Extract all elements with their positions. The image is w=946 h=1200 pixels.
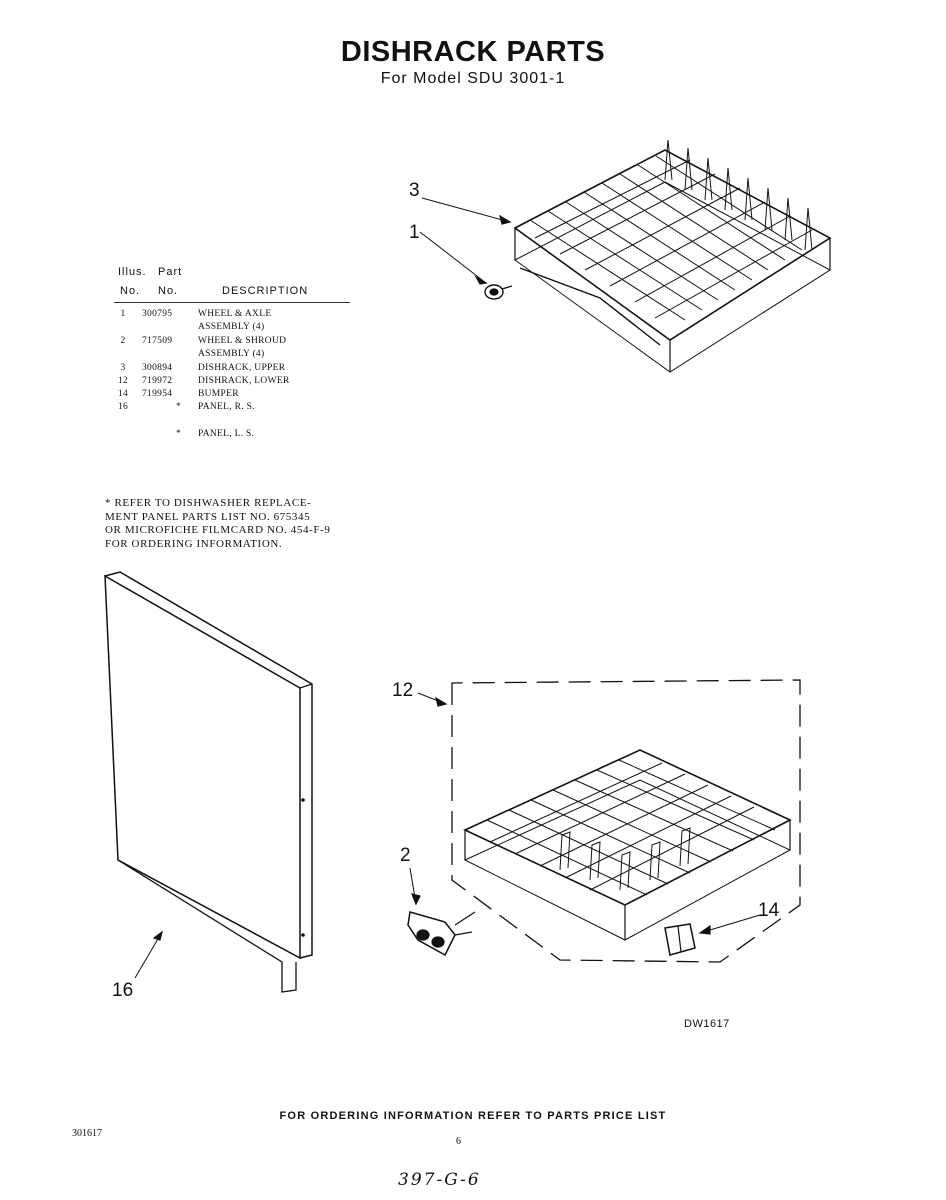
part-description: PANEL, L. S. — [198, 429, 255, 439]
header-illus-no: No. — [120, 285, 141, 297]
header-part-top: Part — [158, 266, 183, 278]
illus-no: 14 — [117, 389, 129, 399]
part-no: 717509 — [142, 336, 173, 346]
illus-no: 1 — [120, 309, 126, 319]
illus-no: 12 — [117, 376, 129, 386]
callout-3: 3 — [409, 180, 420, 201]
part-description: WHEEL & AXLE ASSEMBLY (4) — [198, 309, 272, 332]
document-number: 301617 — [72, 1128, 102, 1139]
side-panel-drawing — [105, 572, 312, 992]
header-part-no: No. — [158, 285, 179, 297]
part-description: DISHRACK, LOWER — [198, 376, 290, 386]
part-description: PANEL, R. S. — [198, 402, 255, 412]
illus-no: 3 — [120, 363, 126, 373]
lower-dishrack-drawing — [465, 750, 790, 940]
wheel-shroud-drawing — [408, 912, 475, 955]
callout-12: 12 — [392, 680, 414, 701]
callout-1: 1 — [409, 222, 420, 243]
ordering-note: * REFER TO DISHWASHER REPLACE- MENT PANEL PARTS LIST NO. 675345 OR MICROFICHE FILMCARD NO. 454-F-9 FOR ORDERING INFORMATION. — [105, 497, 331, 550]
callout-16: 16 — [112, 980, 134, 1001]
part-no: * — [176, 429, 182, 439]
part-description: BUMPER — [198, 389, 239, 399]
drawing-code: DW1617 — [684, 1018, 730, 1030]
illus-no: 2 — [120, 336, 126, 346]
upper-dishrack-drawing — [515, 140, 830, 372]
page-title: DISHRACK PARTS — [340, 36, 606, 68]
part-no: 719954 — [142, 389, 173, 399]
header-illus-top: Illus. — [118, 266, 147, 278]
lower-rack-group-outline — [452, 680, 800, 962]
handwritten-note: 397-G-6 — [398, 1170, 481, 1190]
part-description: DISHRACK, UPPER — [198, 363, 286, 373]
part-no: * — [176, 402, 182, 412]
part-no: 719972 — [142, 376, 173, 386]
callout-2: 2 — [400, 845, 411, 866]
part-description: WHEEL & SHROUD ASSEMBLY (4) — [198, 336, 287, 359]
page-number: 6 — [456, 1136, 461, 1147]
header-description: DESCRIPTION — [222, 285, 309, 297]
callout-14: 14 — [758, 900, 780, 921]
bumper-drawing — [665, 924, 695, 955]
part-no: 300894 — [142, 363, 173, 373]
wheel-axle-drawing — [485, 285, 512, 299]
illus-no: 16 — [117, 402, 129, 412]
footer-ordering-info: FOR ORDERING INFORMATION REFER TO PARTS PRICE LIST — [279, 1110, 667, 1122]
model-subtitle: For Model SDU 3001-1 — [380, 70, 566, 87]
part-no: 300795 — [142, 309, 173, 319]
